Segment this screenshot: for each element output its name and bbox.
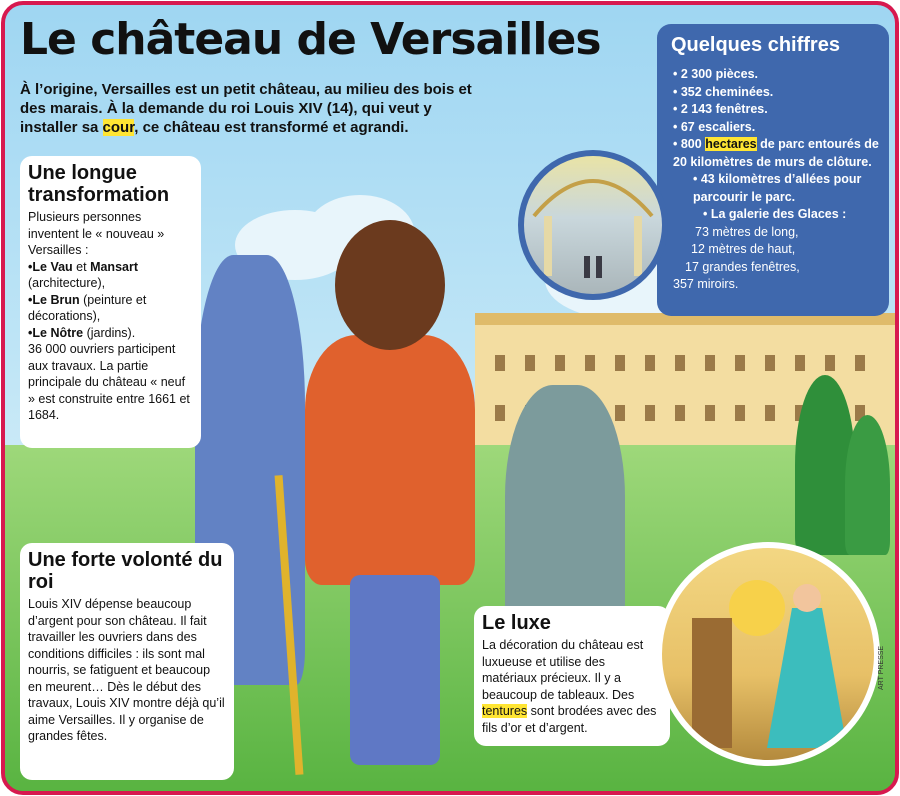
transformation-text: Plusieurs personnes inventent le « nouveau » Versailles : <box>28 210 165 257</box>
list-item: • 352 cheminées. <box>673 84 774 99</box>
king-legs-illustration <box>350 575 440 765</box>
list-item: • 67 escaliers. <box>673 119 756 134</box>
list-item: • 800 hectares de parc entourés de 20 kilomètres de murs de clôture. <box>673 137 879 169</box>
highlight-hectares: hectares <box>705 137 757 151</box>
lady-scene-icon <box>662 548 874 760</box>
list-item: •Le Nôtre (jardins). <box>28 325 136 340</box>
king-head-illustration <box>335 220 445 350</box>
transformation-text-end: 36 000 ouvriers participent aux travaux. La partie principale du château « neuf » est construite entre 1661 et 1684. <box>28 342 190 422</box>
highlight-tentures: tentures <box>482 704 528 718</box>
king-illustration <box>305 335 475 585</box>
transformation-box <box>20 156 201 448</box>
luxe-text: La décoration du château est luxueuse et utilise des matériaux précieux. Il y a beaucoup de tableaux. Des tentures sont brodées avec des fils d’or et d’argent. <box>482 638 657 735</box>
gallery-arches-icon <box>524 156 662 294</box>
list-item: •Le Brun (peinture et décorations), <box>28 292 147 323</box>
list-item: 357 miroirs. <box>673 277 739 291</box>
list-item: 73 mètres de long, <box>695 224 799 239</box>
chiffres-panel <box>657 24 889 316</box>
galerie-illustration <box>518 150 668 300</box>
volonte-box <box>20 543 234 780</box>
list-item: •Le Vau et Mansart (architecture), <box>28 259 138 290</box>
intro-paragraph <box>20 80 490 137</box>
intro-text-end: , ce château est transformé et agrandi. <box>134 119 409 136</box>
lady-illustration <box>656 542 880 766</box>
volonte-text: Louis XIV dépense beaucoup d’argent pour son château. Il fait travailler les ouvriers dans des conditions difficiles : ils sont mal nourris, se fatiguent et beaucoup en meurent… Dès le début des travaux, Louis XIV montre déjà qu’il aime Versailles. Il y organise de grandes fêtes. <box>28 597 225 743</box>
list-item: 12 mètres de haut, <box>691 242 796 256</box>
page-title: Le château de Versailles <box>20 14 601 65</box>
list-item: • 2 143 fenêtres. <box>673 102 768 116</box>
credit-text: ART PRESSE <box>878 645 885 690</box>
tree-illustration <box>845 415 890 555</box>
list-item: • 43 kilomètres d’allées pour parcourir le parc. <box>693 172 862 204</box>
volonte-heading: Une forte volonté du roi <box>28 549 223 593</box>
highlight-cour: cour <box>102 119 135 136</box>
luxe-heading: Le luxe <box>482 612 551 634</box>
list-item: • 2 300 pièces. <box>673 67 758 81</box>
list-item: 17 grandes fenêtres, <box>685 259 800 274</box>
list-item: • La galerie des Glaces : <box>703 207 847 221</box>
chiffres-list <box>673 66 885 294</box>
luxe-box <box>474 606 670 746</box>
intro-text: À l’origine, Versailles est un petit château, au milieu des bois et des marais. À la demande du roi Louis XIV (14), qui veut y installer sa <box>20 81 472 136</box>
chiffres-heading: Quelques chiffres <box>671 34 840 56</box>
transformation-heading: Une longue transformation <box>28 162 170 206</box>
